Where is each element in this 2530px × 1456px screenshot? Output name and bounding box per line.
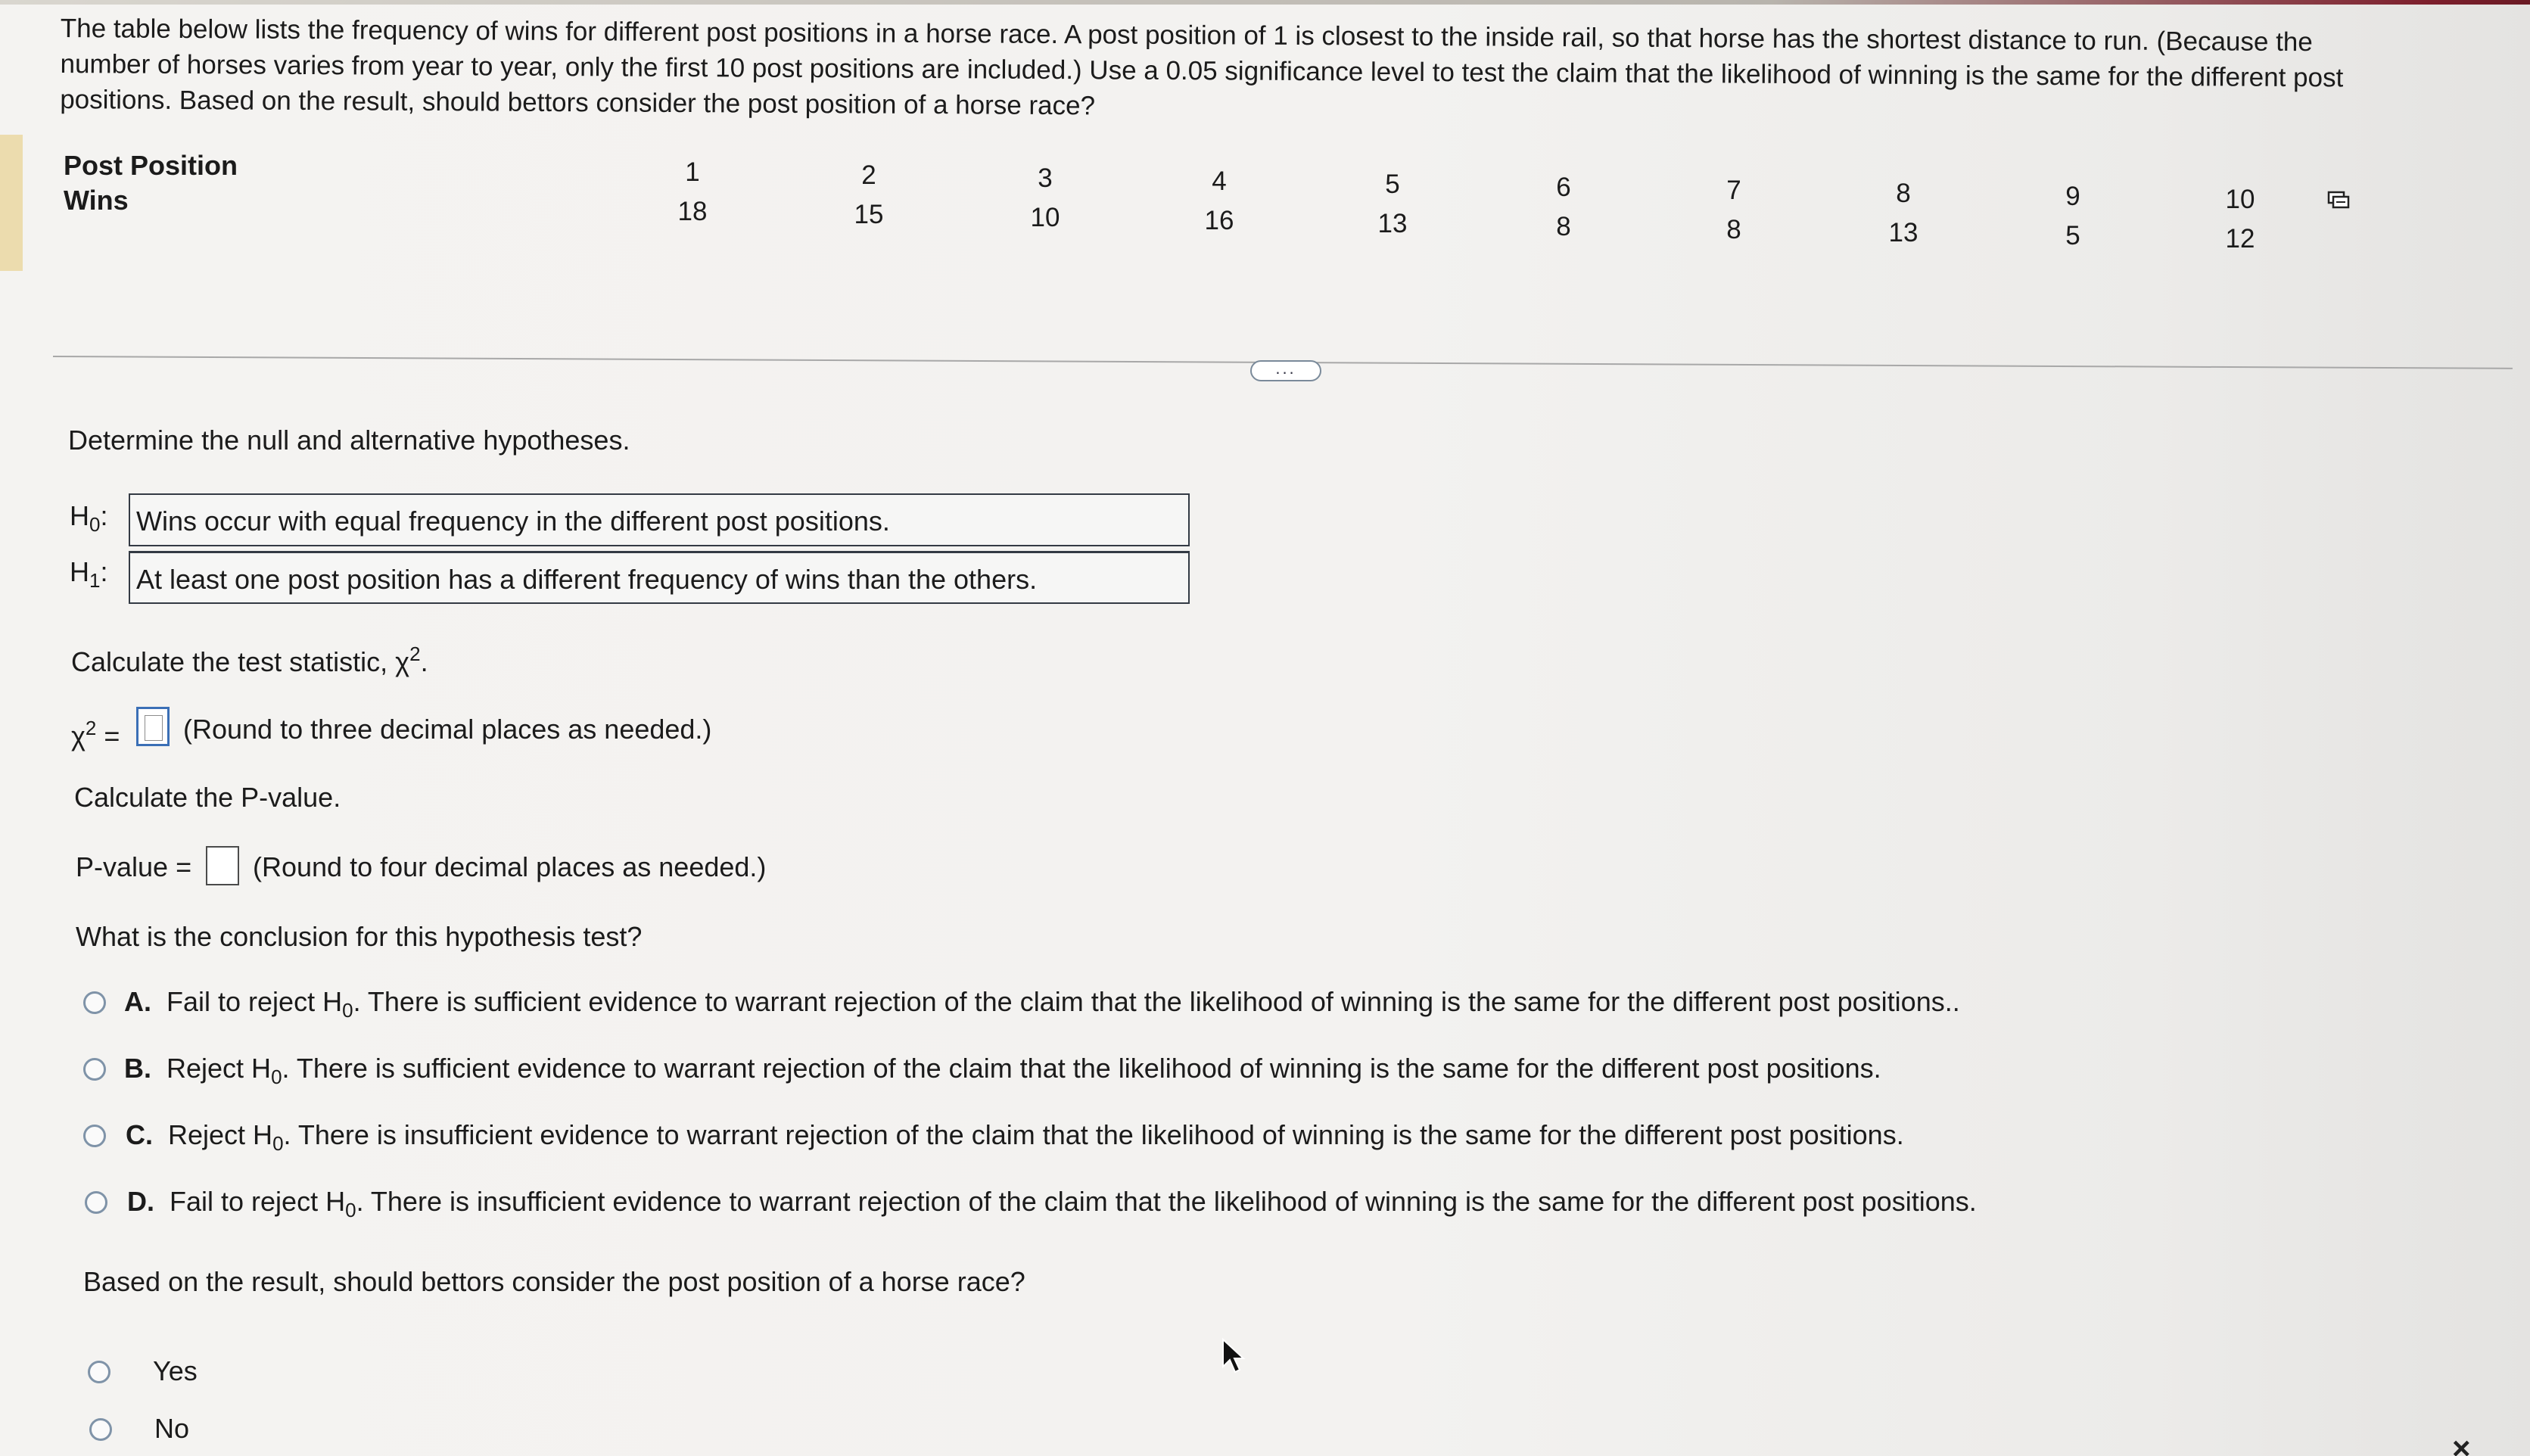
- pvalue-input[interactable]: [206, 846, 239, 885]
- position-cell: 4: [1212, 166, 1227, 196]
- post-position-header: Post Position: [64, 150, 238, 181]
- wins-cell: 8: [1556, 212, 1571, 241]
- option-b-letter: B.: [124, 1053, 151, 1084]
- h0-answer-box[interactable]: Wins occur with equal frequency in the different post positions.: [129, 493, 1190, 546]
- option-b-post: . There is sufficient evidence to warrant rejection of the claim that the likelihood of winning is the same for the different post positions.: [282, 1053, 1881, 1084]
- mouse-pointer-icon: [1220, 1338, 1250, 1376]
- option-d-post: . There is insufficient evidence to warrant rejection of the claim that the likelihood of winning is the same for the different post positions.: [356, 1186, 1977, 1217]
- option-c-text[interactable]: [126, 1118, 1904, 1160]
- option-d-sub: 0: [345, 1199, 356, 1221]
- wins-header: Wins: [64, 185, 129, 216]
- position-cell: 10: [2225, 185, 2255, 214]
- option-b-sub: 0: [271, 1066, 282, 1088]
- hypotheses-prompt: Determine the null and alternative hypotheses.: [68, 425, 630, 456]
- option-a-post: . There is sufficient evidence to warrant rejection of the claim that the likelihood of winning is the same for the different post positions..: [353, 986, 1960, 1017]
- position-cell: 5: [1385, 170, 1400, 199]
- h0-subscript: 0: [89, 513, 101, 536]
- option-c-letter: C.: [126, 1119, 153, 1150]
- chi-equals: =: [96, 720, 120, 751]
- conclusion-prompt: What is the conclusion for this hypothesis test?: [76, 921, 643, 952]
- option-a-letter: A.: [124, 986, 151, 1017]
- position-cell: 2: [861, 160, 876, 190]
- wins-cell: 12: [2225, 224, 2255, 254]
- no-label[interactable]: No: [154, 1413, 190, 1444]
- h1-letter: H: [70, 556, 89, 587]
- pvalue-label: P-value =: [76, 851, 192, 882]
- bettors-prompt: Based on the result, should bettors consider the post position of a horse race?: [83, 1266, 1025, 1297]
- h0-label: $H_0$:: [70, 500, 108, 536]
- no-radio[interactable]: [89, 1418, 112, 1441]
- position-cell: 8: [1896, 179, 1911, 208]
- position-cell: 7: [1726, 176, 1741, 205]
- copy-data-icon[interactable]: [2327, 191, 2350, 210]
- wins-cell: 8: [1726, 215, 1741, 244]
- yes-radio[interactable]: [88, 1361, 110, 1383]
- option-c-sub: 0: [272, 1132, 284, 1155]
- option-b-text[interactable]: [124, 1052, 1881, 1094]
- chi-square-hint: (Round to three decimal places as needed.): [183, 714, 712, 745]
- option-a-text[interactable]: [124, 985, 1960, 1027]
- wins-cell: 13: [1888, 218, 1919, 247]
- chi-square-label: [71, 711, 120, 753]
- option-a-radio[interactable]: [83, 991, 106, 1014]
- position-cell: 9: [2065, 182, 2080, 211]
- statistic-prompt: [71, 637, 428, 679]
- option-d-pre: Fail to reject H: [170, 1186, 346, 1217]
- option-b-radio[interactable]: [83, 1058, 106, 1081]
- pvalue-prompt: Calculate the P-value.: [74, 782, 341, 813]
- chi-sup: 2: [85, 717, 97, 739]
- more-button[interactable]: ...: [1250, 360, 1321, 381]
- wins-cell: 16: [1204, 206, 1234, 235]
- close-icon[interactable]: ×: [2452, 1430, 2471, 1456]
- position-cell: 1: [685, 157, 700, 187]
- position-cell: 6: [1556, 173, 1571, 202]
- wins-cell: 13: [1377, 209, 1408, 238]
- h1-label: $H_1$:: [70, 556, 108, 592]
- statistic-prompt-sup: 2: [409, 642, 421, 665]
- option-c-post: . There is insufficient evidence to warrant rejection of the claim that the likelihood of winning is the same for the different post positions.: [283, 1119, 1904, 1150]
- option-c-pre: Reject H: [168, 1119, 273, 1150]
- pvalue-hint: (Round to four decimal places as needed.): [253, 851, 767, 882]
- wins-cell: 18: [677, 197, 708, 226]
- statistic-prompt-text: Calculate the test statistic, χ: [71, 646, 410, 677]
- statistic-prompt-end: .: [420, 646, 428, 677]
- h1-subscript: 1: [89, 569, 101, 592]
- h0-letter: H: [70, 500, 89, 531]
- problem-line-1: The table below lists the frequency of wins for different post positions in a horse race. A post position of 1 is closest to the inside rail, so that horse has the shortest distance to run. (Because the: [60, 13, 2313, 58]
- wins-cell: 15: [854, 200, 884, 229]
- chi-symbol: χ: [71, 720, 86, 751]
- chi-square-input[interactable]: [136, 707, 170, 746]
- option-d-text[interactable]: [127, 1185, 1977, 1227]
- option-b-pre: Reject H: [166, 1053, 272, 1084]
- option-a-pre: Fail to reject H: [166, 986, 343, 1017]
- browser-top-band: [0, 0, 2530, 5]
- left-highlight-strip: [0, 135, 23, 271]
- wins-cell: 5: [2065, 221, 2080, 250]
- option-c-radio[interactable]: [83, 1125, 106, 1147]
- wins-cell: 10: [1030, 203, 1060, 232]
- option-d-letter: D.: [127, 1186, 154, 1217]
- problem-line-3: positions. Based on the result, should bettors consider the post position of a horse race?: [60, 84, 1096, 121]
- yes-label[interactable]: Yes: [153, 1355, 198, 1386]
- h1-answer-box[interactable]: At least one post position has a different frequency of wins than the others.: [129, 551, 1190, 604]
- option-a-sub: 0: [342, 999, 353, 1022]
- option-d-radio[interactable]: [85, 1191, 107, 1214]
- problem-statement: [60, 11, 2482, 132]
- position-cell: 3: [1038, 163, 1053, 193]
- problem-line-2: number of horses varies from year to year, only the first 10 post positions are included.) Use a 0.05 significance level to test the claim that the likelihood of winning is the same for the different post: [60, 48, 2344, 93]
